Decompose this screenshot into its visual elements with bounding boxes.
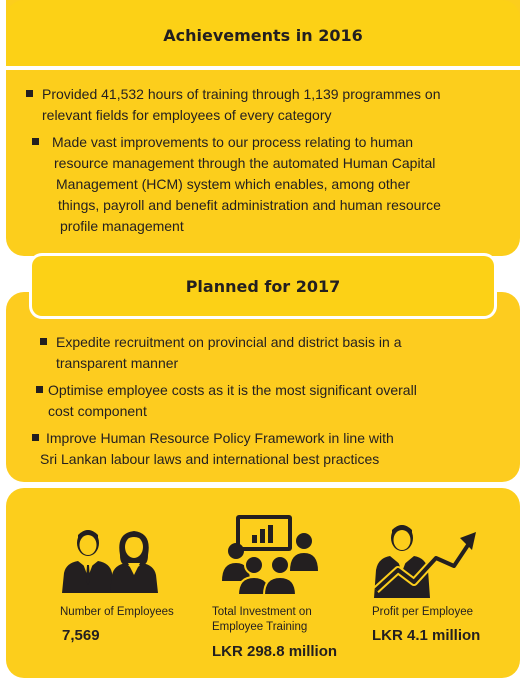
planned-list: [40, 332, 500, 470]
list-item-line: transparent manner: [56, 355, 179, 371]
bullet-icon: [36, 386, 43, 393]
planned-title: Planned for 2017: [32, 256, 494, 316]
bullet-icon: [32, 138, 39, 145]
list-item-line: Optimise employee costs as it is the most significant overall: [48, 382, 417, 398]
list-item-line: relevant fields for employees of every category: [42, 107, 332, 123]
list-item-line: cost component: [48, 403, 147, 419]
list-item-line: Sri Lankan labour laws and international best practices: [40, 451, 380, 467]
employees-icon: [56, 525, 166, 595]
list-item: [36, 380, 496, 422]
achievements-title: Achievements in 2016: [6, 0, 520, 70]
training-presentation-icon: [222, 513, 326, 595]
training-label-line1: Total Investment on: [212, 606, 312, 618]
list-item-line: resource management through the automated Human Capital: [54, 155, 436, 171]
list-item-line: Improve Human Resource Policy Framework in line with: [46, 430, 394, 446]
list-item-line: Expedite recruitment on provincial and district basis in a: [56, 334, 402, 350]
employees-value: 7,569: [62, 627, 100, 644]
achievements-list: [26, 84, 506, 237]
list-item-line: things, payroll and benefit administration and human resource: [58, 197, 441, 213]
profit-value: LKR 4.1 million: [372, 627, 481, 644]
growth-person-icon: [370, 520, 480, 600]
training-value: LKR 298.8 million: [212, 643, 338, 660]
list-item-line: Management (HCM) system which enables, among other: [56, 176, 411, 192]
profit-label: Profit per Employee: [372, 606, 473, 618]
list-item: [26, 84, 506, 126]
bullet-icon: [40, 338, 47, 345]
bullet-icon: [26, 90, 33, 97]
training-label: [212, 605, 312, 635]
list-item-line: profile management: [60, 218, 184, 234]
list-item: [32, 428, 492, 470]
list-item: [32, 132, 512, 237]
list-item-line: Provided 41,532 hours of training through 1,139 programmes on: [42, 86, 441, 102]
bullet-icon: [32, 434, 39, 441]
list-item: [40, 332, 500, 374]
employees-label: Number of Employees: [60, 606, 174, 618]
list-item-line: Made vast improvements to our process relating to human: [52, 134, 414, 150]
training-label-line2: Employee Training: [212, 621, 308, 633]
